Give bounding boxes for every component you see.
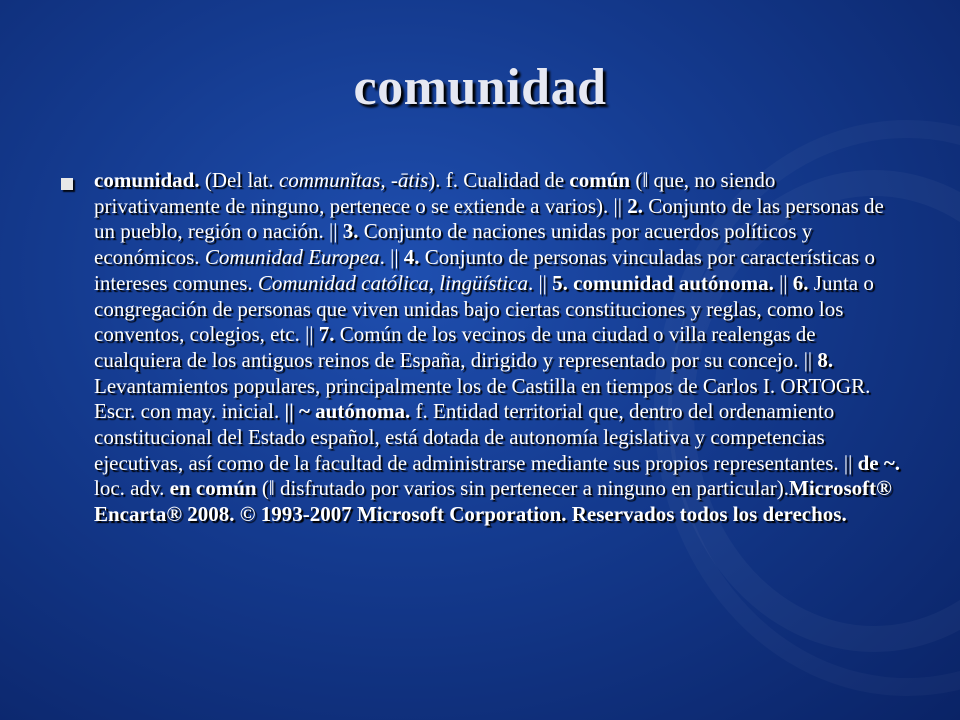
- definition-segment: Común de los vecinos de una ciudad o villa realengas de cualquiera de los antiguos reinos de España, dirigido y representado por su concejo. ||: [94, 322, 818, 372]
- definition-segment: communĭtas, -ātis: [278, 168, 429, 192]
- definition-segment: Junta o congregación de personas que viven unidas bajo ciertas constituciones y reglas, como los conventos, colegios, etc. ||: [94, 270, 874, 347]
- definition-segment: (ǁ que, no siendo privativamente de ninguno, pertenece o se extiende a varios). ||: [94, 168, 776, 218]
- definition-segment: 4.: [403, 245, 420, 270]
- definition-segment: comunidad.: [94, 168, 200, 192]
- definition-segment: Levantamientos populares, principalmente los de Castilla en tiempos de Carlos I. ORTOGR. Escr. con may. inicial.: [94, 373, 871, 424]
- definition-segment: Conjunto de las personas de un pueblo, región o nación. ||: [94, 193, 884, 244]
- definition-segment: . ||: [379, 245, 404, 270]
- definition-segment: . ||: [527, 270, 553, 295]
- definition-segment: Comunidad católica, lingüística: [257, 270, 528, 295]
- definition-segment: 7.: [318, 322, 335, 347]
- definition-segment: de ~.: [857, 450, 900, 475]
- definition-segment: (ǁ disfrutado por varios sin pertenecer a ninguno en particular).: [256, 476, 790, 501]
- definition-segment: Conjunto de naciones unidas por acuerdos políticos y económicos.: [94, 219, 813, 270]
- definition-segment: Comunidad Europea: [204, 245, 380, 270]
- definition-segment: en común: [169, 476, 257, 501]
- definition-segment: 5. comunidad autónoma.: [552, 270, 774, 295]
- definition-segment: loc. adv.: [94, 476, 170, 501]
- definition-segment: 2.: [627, 193, 643, 218]
- slide-title: comunidad: [353, 59, 607, 116]
- definition-segment: Microsoft® Encarta® 2008. © 1993-2007 Microsoft Corporation. Reservados todos los derechos.: [94, 476, 892, 527]
- definition-segment: Conjunto de personas vinculadas por características o intereses comunes.: [94, 245, 875, 295]
- square-bullet-icon: [61, 178, 73, 190]
- definition-segment: ). f. Cualidad de: [428, 168, 570, 192]
- definition-segment: 3.: [342, 219, 359, 244]
- definition-segment: 6.: [792, 270, 809, 295]
- definition-segment: común: [569, 168, 631, 192]
- definition-segment: (Del lat.: [199, 168, 279, 192]
- definition-paragraph: [94, 168, 900, 528]
- definition-segment: f. Entidad territorial que, dentro del ordenamiento constitucional del Estado español, está dotada de autonomía legislativa y competencias ejecutivas, así como de la facultad de administrarse mediante sus propios representantes. ||: [94, 399, 858, 475]
- definition-segment: || ~ autónoma.: [284, 399, 411, 424]
- definition-segment: 8.: [817, 347, 834, 372]
- definition-segment: ||: [773, 270, 793, 295]
